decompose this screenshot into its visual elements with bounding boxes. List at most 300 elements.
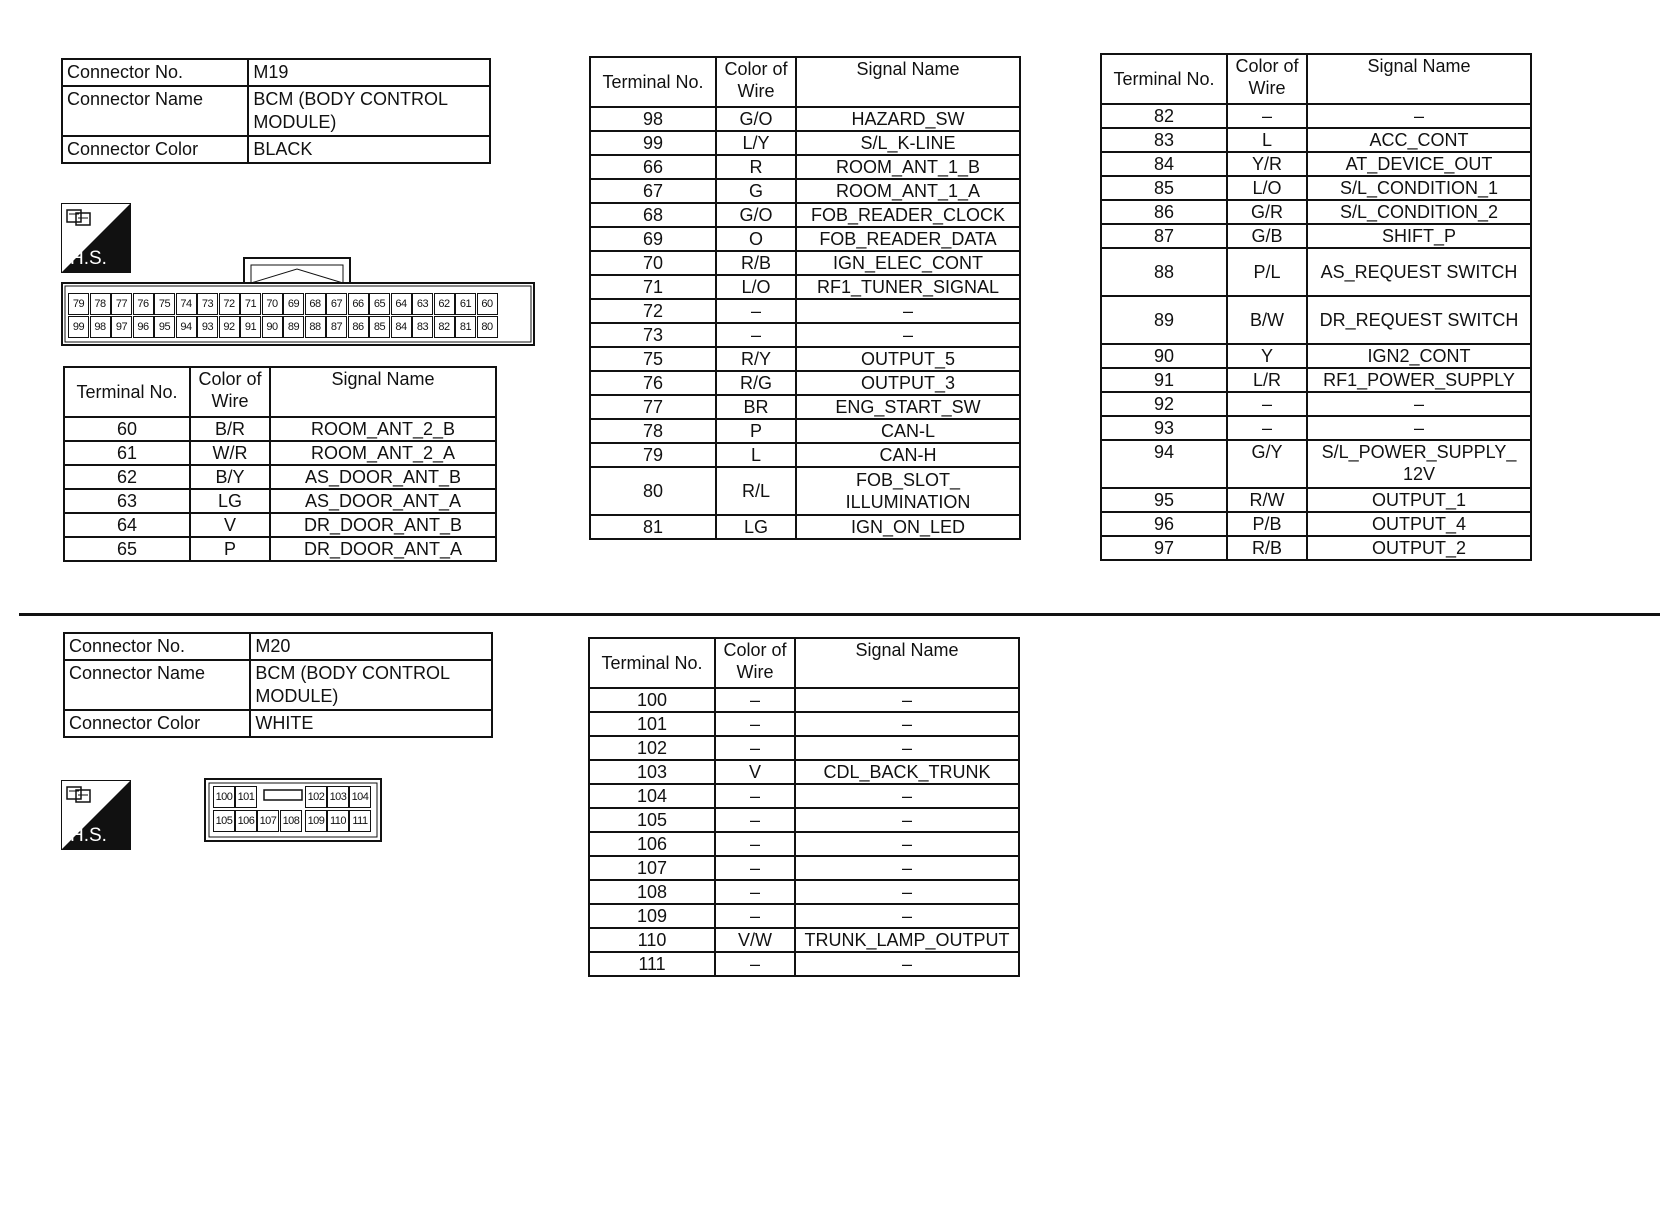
- wire-color-cell: B/Y: [190, 465, 270, 489]
- table-row: [64, 489, 496, 513]
- connector-pin: 93: [197, 316, 218, 338]
- terminal-no-cell: 95: [1101, 488, 1227, 512]
- terminal-table-98-81: [589, 56, 1021, 540]
- terminal-no-cell: 63: [64, 489, 190, 513]
- signal-name-cell: S/L_CONDITION_1: [1307, 176, 1531, 200]
- wire-color-cell: L/R: [1227, 368, 1307, 392]
- table-row: [590, 443, 1020, 467]
- wire-color-cell: B/W: [1227, 296, 1307, 344]
- signal-name-cell: ACC_CONT: [1307, 128, 1531, 152]
- signal-name-cell: S/L_CONDITION_2: [1307, 200, 1531, 224]
- signal-name-cell: HAZARD_SW: [796, 107, 1020, 131]
- wire-color-cell: –: [715, 784, 795, 808]
- signal-name-cell: AS_REQUEST SWITCH: [1307, 248, 1531, 296]
- connector-pin: 66: [348, 293, 369, 315]
- terminal-no-cell: 99: [590, 131, 716, 155]
- connector-name-label: Connector Name: [64, 660, 250, 710]
- connector-pin: 92: [219, 316, 240, 338]
- wire-color-cell: –: [715, 688, 795, 712]
- signal-name-cell: FOB_READER_DATA: [796, 227, 1020, 251]
- terminal-no-cell: 84: [1101, 152, 1227, 176]
- connector-pin: 64: [391, 293, 412, 315]
- table-row: [590, 203, 1020, 227]
- signal-name-cell: –: [795, 952, 1019, 976]
- terminal-no-cell: 86: [1101, 200, 1227, 224]
- terminal-no-cell: 83: [1101, 128, 1227, 152]
- terminal-no-cell: 111: [589, 952, 715, 976]
- signal-name-cell: IGN_ELEC_CONT: [796, 251, 1020, 275]
- signal-name-cell: DR_DOOR_ANT_B: [270, 513, 496, 537]
- table-row: [589, 952, 1019, 976]
- terminal-no-cell: 100: [589, 688, 715, 712]
- connector-pin: 79: [68, 293, 89, 315]
- terminal-no-cell: 109: [589, 904, 715, 928]
- table-row: [590, 275, 1020, 299]
- table-row: [590, 347, 1020, 371]
- table-row: [1101, 104, 1531, 128]
- table-row: [1101, 176, 1531, 200]
- signal-name-cell: OUTPUT_3: [796, 371, 1020, 395]
- connector-pin: 109: [305, 810, 327, 832]
- table-row: [590, 251, 1020, 275]
- wire-color-cell: P/B: [1227, 512, 1307, 536]
- connector-name-value: BCM (BODY CONTROL MODULE): [250, 660, 492, 710]
- wire-color-cell: –: [715, 904, 795, 928]
- wire-color-cell: P/L: [1227, 248, 1307, 296]
- wire-color-cell: –: [716, 323, 796, 347]
- connector-pin: 60: [477, 293, 498, 315]
- wire-color-cell: –: [715, 832, 795, 856]
- table-header-row: [64, 367, 496, 417]
- header-color-of-wire: Color of Wire: [190, 367, 270, 417]
- connector-pin: 88: [305, 316, 326, 338]
- connector-pin: 100: [213, 786, 235, 808]
- wire-color-cell: –: [716, 299, 796, 323]
- terminal-no-cell: 110: [589, 928, 715, 952]
- wire-color-cell: LG: [190, 489, 270, 513]
- wire-color-cell: –: [715, 712, 795, 736]
- header-terminal-no: Terminal No.: [1101, 54, 1227, 104]
- signal-name-cell: OUTPUT_5: [796, 347, 1020, 371]
- terminal-no-cell: 102: [589, 736, 715, 760]
- wire-color-cell: –: [715, 880, 795, 904]
- signal-name-cell: –: [1307, 392, 1531, 416]
- connector-color-value: BLACK: [248, 136, 490, 163]
- connector-pin: 101: [235, 786, 257, 808]
- signal-name-cell: –: [795, 688, 1019, 712]
- connector-pin: 80: [477, 316, 498, 338]
- terminal-no-cell: 62: [64, 465, 190, 489]
- connector-color-value: WHITE: [250, 710, 492, 737]
- header-signal-name: Signal Name: [795, 638, 1019, 688]
- connector-pin: 103: [327, 786, 349, 808]
- table-header-row: [590, 57, 1020, 107]
- signal-name-cell: ROOM_ANT_2_B: [270, 417, 496, 441]
- hs-label: H.S.: [70, 248, 107, 269]
- terminal-no-cell: 90: [1101, 344, 1227, 368]
- wire-color-cell: O: [716, 227, 796, 251]
- signal-name-cell: OUTPUT_4: [1307, 512, 1531, 536]
- table-row: [589, 832, 1019, 856]
- connector-pin: 63: [412, 293, 433, 315]
- terminal-no-cell: 91: [1101, 368, 1227, 392]
- header-color-of-wire: Color of Wire: [716, 57, 796, 107]
- wire-color-cell: –: [1227, 416, 1307, 440]
- wire-color-cell: L: [716, 443, 796, 467]
- wire-color-cell: Y/R: [1227, 152, 1307, 176]
- signal-name-cell: IGN_ON_LED: [796, 515, 1020, 539]
- signal-name-cell: –: [795, 904, 1019, 928]
- connector-pin: 82: [434, 316, 455, 338]
- terminal-no-cell: 87: [1101, 224, 1227, 248]
- wire-color-cell: Y: [1227, 344, 1307, 368]
- terminal-no-cell: 64: [64, 513, 190, 537]
- table-row: [589, 712, 1019, 736]
- wire-color-cell: R/W: [1227, 488, 1307, 512]
- wire-color-cell: W/R: [190, 441, 270, 465]
- header-terminal-no: Terminal No.: [589, 638, 715, 688]
- signal-name-cell: –: [1307, 104, 1531, 128]
- terminal-no-cell: 66: [590, 155, 716, 179]
- table-row: [1101, 440, 1531, 488]
- table-row: [590, 299, 1020, 323]
- connector-no-row: [62, 59, 490, 86]
- wire-color-cell: –: [715, 952, 795, 976]
- connector-pin: 67: [326, 293, 347, 315]
- terminal-no-cell: 78: [590, 419, 716, 443]
- table-row: [590, 179, 1020, 203]
- table-row: [1101, 488, 1531, 512]
- connector-pin: 73: [197, 293, 218, 315]
- terminal-no-cell: 75: [590, 347, 716, 371]
- connector-pin: 65: [369, 293, 390, 315]
- terminal-no-cell: 76: [590, 371, 716, 395]
- wire-color-cell: G/Y: [1227, 440, 1307, 488]
- wire-color-cell: R/B: [716, 251, 796, 275]
- table-row: [64, 465, 496, 489]
- wire-color-cell: LG: [716, 515, 796, 539]
- signal-name-cell: IGN2_CONT: [1307, 344, 1531, 368]
- connector-no-value: M19: [248, 59, 490, 86]
- terminal-table-60-65: [63, 366, 497, 562]
- header-signal-name: Signal Name: [270, 367, 496, 417]
- table-row: [1101, 128, 1531, 152]
- table-row: [590, 419, 1020, 443]
- header-color-of-wire: Color of Wire: [715, 638, 795, 688]
- table-row: [590, 395, 1020, 419]
- signal-name-cell: –: [795, 880, 1019, 904]
- signal-name-cell: –: [795, 832, 1019, 856]
- terminal-no-cell: 108: [589, 880, 715, 904]
- table-row: [1101, 392, 1531, 416]
- wire-color-cell: –: [1227, 392, 1307, 416]
- signal-name-cell: AS_DOOR_ANT_B: [270, 465, 496, 489]
- connector-pin: 78: [90, 293, 111, 315]
- table-row: [1101, 344, 1531, 368]
- section-divider: [19, 613, 1660, 616]
- signal-name-cell: DR_REQUEST SWITCH: [1307, 296, 1531, 344]
- connector-pin: 89: [283, 316, 304, 338]
- connector-pin: 106: [235, 810, 257, 832]
- connector-pin: 83: [412, 316, 433, 338]
- terminal-no-cell: 82: [1101, 104, 1227, 128]
- signal-name-cell: ROOM_ANT_1_B: [796, 155, 1020, 179]
- connector-pin: 97: [111, 316, 132, 338]
- terminal-no-cell: 73: [590, 323, 716, 347]
- m19-connector-info: [61, 58, 491, 164]
- header-signal-name: Signal Name: [796, 57, 1020, 107]
- wire-color-cell: L/O: [1227, 176, 1307, 200]
- signal-name-cell: –: [795, 808, 1019, 832]
- wire-color-cell: L/O: [716, 275, 796, 299]
- terminal-table-82-97: [1100, 53, 1532, 561]
- header-color-of-wire: Color of Wire: [1227, 54, 1307, 104]
- table-row: [590, 467, 1020, 515]
- hs-label: H.S.: [70, 825, 107, 846]
- terminal-no-cell: 89: [1101, 296, 1227, 344]
- signal-name-cell: –: [1307, 416, 1531, 440]
- signal-name-cell: S/L_POWER_SUPPLY_ 12V: [1307, 440, 1531, 488]
- connector-pin: 91: [240, 316, 261, 338]
- table-row: [589, 856, 1019, 880]
- header-terminal-no: Terminal No.: [64, 367, 190, 417]
- terminal-no-cell: 105: [589, 808, 715, 832]
- connector-no-value: M20: [250, 633, 492, 660]
- connector-pin: 74: [176, 293, 197, 315]
- m20-connector-info: [63, 632, 493, 738]
- terminal-no-cell: 85: [1101, 176, 1227, 200]
- terminal-no-cell: 104: [589, 784, 715, 808]
- table-row: [1101, 224, 1531, 248]
- wire-color-cell: V: [190, 513, 270, 537]
- terminal-no-cell: 92: [1101, 392, 1227, 416]
- table-row: [64, 417, 496, 441]
- connector-name-row: [64, 660, 492, 710]
- header-terminal-no: Terminal No.: [590, 57, 716, 107]
- terminal-no-cell: 106: [589, 832, 715, 856]
- signal-name-cell: OUTPUT_1: [1307, 488, 1531, 512]
- signal-name-cell: DR_DOOR_ANT_A: [270, 537, 496, 561]
- connector-pin: 68: [305, 293, 326, 315]
- terminal-no-cell: 98: [590, 107, 716, 131]
- connector-pin: 98: [90, 316, 111, 338]
- connector-pin: 87: [326, 316, 347, 338]
- connector-color-row: [62, 136, 490, 163]
- connector-pin: 85: [369, 316, 390, 338]
- terminal-no-cell: 77: [590, 395, 716, 419]
- connector-pin: 69: [283, 293, 304, 315]
- connector-pin: 84: [391, 316, 412, 338]
- wire-color-cell: –: [715, 736, 795, 760]
- table-row: [590, 515, 1020, 539]
- wire-color-cell: R/G: [716, 371, 796, 395]
- wire-color-cell: G/R: [1227, 200, 1307, 224]
- table-row: [590, 107, 1020, 131]
- table-row: [589, 760, 1019, 784]
- terminal-no-cell: 97: [1101, 536, 1227, 560]
- connector-pin: 110: [327, 810, 349, 832]
- table-row: [589, 880, 1019, 904]
- wire-color-cell: B/R: [190, 417, 270, 441]
- table-row: [590, 155, 1020, 179]
- connector-pin: 105: [213, 810, 235, 832]
- table-row: [64, 513, 496, 537]
- terminal-no-cell: 80: [590, 467, 716, 515]
- terminal-no-cell: 60: [64, 417, 190, 441]
- wire-color-cell: G/O: [716, 107, 796, 131]
- terminal-no-cell: 68: [590, 203, 716, 227]
- connector-pin: 107: [257, 810, 279, 832]
- connector-name-value: BCM (BODY CONTROL MODULE): [248, 86, 490, 136]
- connector-name-row: [62, 86, 490, 136]
- wire-color-cell: –: [1227, 104, 1307, 128]
- terminal-no-cell: 65: [64, 537, 190, 561]
- terminal-no-cell: 88: [1101, 248, 1227, 296]
- wire-color-cell: –: [715, 808, 795, 832]
- wire-color-cell: P: [190, 537, 270, 561]
- table-row: [590, 323, 1020, 347]
- connector-pin: 81: [455, 316, 476, 338]
- connector-name-label: Connector Name: [62, 86, 248, 136]
- connector-pin: 94: [176, 316, 197, 338]
- signal-name-cell: AT_DEVICE_OUT: [1307, 152, 1531, 176]
- table-header-row: [1101, 54, 1531, 104]
- signal-name-cell: ROOM_ANT_2_A: [270, 441, 496, 465]
- header-signal-name: Signal Name: [1307, 54, 1531, 104]
- table-row: [1101, 368, 1531, 392]
- wire-color-cell: V: [715, 760, 795, 784]
- wire-color-cell: G/B: [1227, 224, 1307, 248]
- connector-color-label: Connector Color: [64, 710, 250, 737]
- wire-color-cell: –: [715, 856, 795, 880]
- terminal-no-cell: 67: [590, 179, 716, 203]
- wire-color-cell: R/Y: [716, 347, 796, 371]
- wire-color-cell: V/W: [715, 928, 795, 952]
- terminal-no-cell: 69: [590, 227, 716, 251]
- table-row: [1101, 248, 1531, 296]
- signal-name-cell: –: [796, 299, 1020, 323]
- wire-color-cell: G/O: [716, 203, 796, 227]
- signal-name-cell: CAN-H: [796, 443, 1020, 467]
- connector-color-row: [64, 710, 492, 737]
- connector-color-label: Connector Color: [62, 136, 248, 163]
- signal-name-cell: –: [795, 736, 1019, 760]
- table-row: [589, 688, 1019, 712]
- table-row: [589, 904, 1019, 928]
- connector-no-label: Connector No.: [62, 59, 248, 86]
- connector-pin: 99: [68, 316, 89, 338]
- signal-name-cell: TRUNK_LAMP_OUTPUT: [795, 928, 1019, 952]
- connector-pin: 62: [434, 293, 455, 315]
- wire-color-cell: R: [716, 155, 796, 179]
- terminal-no-cell: 71: [590, 275, 716, 299]
- connector-pin: 108: [280, 810, 302, 832]
- connector-pin: 70: [262, 293, 283, 315]
- signal-name-cell: S/L_K-LINE: [796, 131, 1020, 155]
- signal-name-cell: ENG_START_SW: [796, 395, 1020, 419]
- table-row: [590, 131, 1020, 155]
- signal-name-cell: –: [795, 856, 1019, 880]
- signal-name-cell: AS_DOOR_ANT_A: [270, 489, 496, 513]
- terminal-no-cell: 79: [590, 443, 716, 467]
- table-row: [1101, 296, 1531, 344]
- table-row: [589, 736, 1019, 760]
- signal-name-cell: –: [795, 784, 1019, 808]
- table-row: [1101, 200, 1531, 224]
- connector-pin: 77: [111, 293, 132, 315]
- harness-side-icon: [61, 780, 131, 850]
- terminal-no-cell: 107: [589, 856, 715, 880]
- table-row: [589, 784, 1019, 808]
- terminal-no-cell: 101: [589, 712, 715, 736]
- table-row: [64, 441, 496, 465]
- table-row: [1101, 512, 1531, 536]
- terminal-no-cell: 94: [1101, 440, 1227, 488]
- table-row: [590, 227, 1020, 251]
- connector-pin: 95: [154, 316, 175, 338]
- terminal-no-cell: 70: [590, 251, 716, 275]
- table-row: [590, 371, 1020, 395]
- connector-pin: 96: [133, 316, 154, 338]
- connector-pin: 90: [262, 316, 283, 338]
- connector-pin: 76: [133, 293, 154, 315]
- connector-pin: 61: [455, 293, 476, 315]
- signal-name-cell: –: [796, 323, 1020, 347]
- wire-color-cell: G: [716, 179, 796, 203]
- signal-name-cell: CAN-L: [796, 419, 1020, 443]
- terminal-no-cell: 103: [589, 760, 715, 784]
- wire-color-cell: R/B: [1227, 536, 1307, 560]
- table-row: [1101, 416, 1531, 440]
- table-row: [1101, 152, 1531, 176]
- connector-pin: 72: [219, 293, 240, 315]
- wire-color-cell: L/Y: [716, 131, 796, 155]
- connector-no-label: Connector No.: [64, 633, 250, 660]
- connector-pin: 75: [154, 293, 175, 315]
- terminal-no-cell: 72: [590, 299, 716, 323]
- table-row: [64, 537, 496, 561]
- signal-name-cell: –: [795, 712, 1019, 736]
- signal-name-cell: SHIFT_P: [1307, 224, 1531, 248]
- wire-color-cell: R/L: [716, 467, 796, 515]
- signal-name-cell: CDL_BACK_TRUNK: [795, 760, 1019, 784]
- terminal-no-cell: 93: [1101, 416, 1227, 440]
- connector-pin: 111: [349, 810, 371, 832]
- signal-name-cell: FOB_SLOT_ ILLUMINATION: [796, 467, 1020, 515]
- table-row: [1101, 536, 1531, 560]
- terminal-no-cell: 61: [64, 441, 190, 465]
- connector-pin: 86: [348, 316, 369, 338]
- connector-pin: 102: [305, 786, 327, 808]
- terminal-no-cell: 81: [590, 515, 716, 539]
- signal-name-cell: RF1_POWER_SUPPLY: [1307, 368, 1531, 392]
- signal-name-cell: FOB_READER_CLOCK: [796, 203, 1020, 227]
- connector-pin: 71: [240, 293, 261, 315]
- signal-name-cell: ROOM_ANT_1_A: [796, 179, 1020, 203]
- wire-color-cell: P: [716, 419, 796, 443]
- wire-color-cell: BR: [716, 395, 796, 419]
- terminal-no-cell: 96: [1101, 512, 1227, 536]
- connector-pin: 104: [349, 786, 371, 808]
- signal-name-cell: RF1_TUNER_SIGNAL: [796, 275, 1020, 299]
- signal-name-cell: OUTPUT_2: [1307, 536, 1531, 560]
- table-row: [589, 808, 1019, 832]
- table-header-row: [589, 638, 1019, 688]
- wire-color-cell: L: [1227, 128, 1307, 152]
- table-row: [589, 928, 1019, 952]
- connector-no-row: [64, 633, 492, 660]
- terminal-table-100-111: [588, 637, 1020, 977]
